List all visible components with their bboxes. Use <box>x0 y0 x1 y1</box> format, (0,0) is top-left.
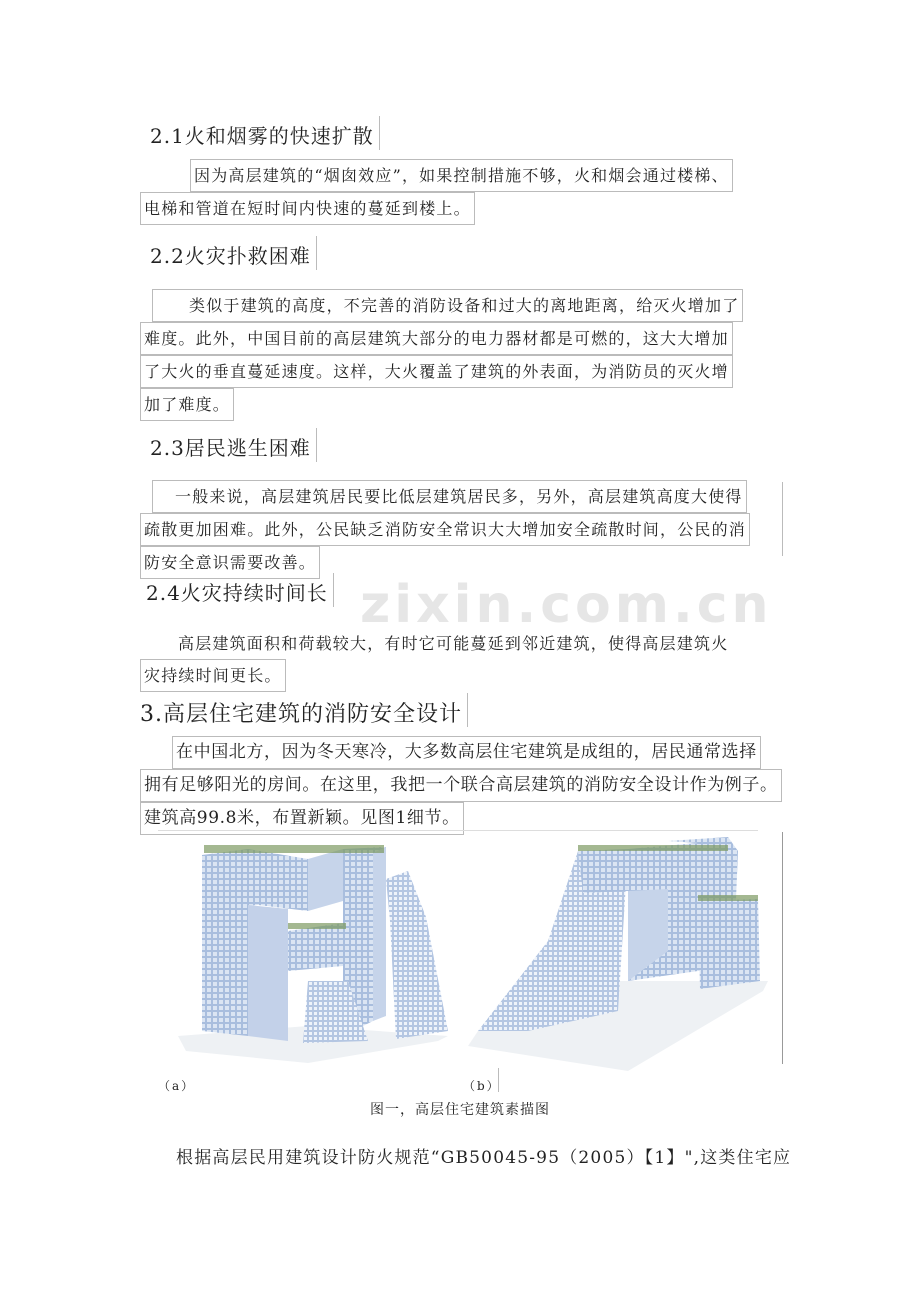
heading-3 <box>140 697 462 728</box>
paragraph-line: 一般来说，高层建筑居民要比低层建筑居民多，另外，高层建筑高度大使得 <box>140 480 750 513</box>
figure-caption: 图一，高层住宅建筑素描图 <box>370 1102 550 1118</box>
building-a <box>178 845 448 1063</box>
divider <box>379 116 380 150</box>
figure-label-b: （b） <box>463 1079 501 1093</box>
paragraph-line: 难度。此外，中国目前的高层建筑大部分的电力器材都是可燃的，这大大增加 <box>140 322 743 355</box>
building-b <box>468 837 768 1071</box>
heading-2-3 <box>150 432 311 461</box>
heading-2-1-text: 2.1火和烟雾的快速扩散 <box>150 124 374 148</box>
paragraph-line: 拥有足够阳光的房间。在这里，我把一个联合高层建筑的消防安全设计作为例子。 <box>140 769 782 802</box>
divider <box>467 693 468 727</box>
paragraph-line: 防安全意识需要改善。 <box>140 546 750 579</box>
divider <box>782 482 783 556</box>
paragraph-2-3 <box>140 480 750 579</box>
heading-2-1 <box>150 120 374 149</box>
heading-2-3-text: 2.3居民逃生困难 <box>150 436 311 460</box>
heading-2-4 <box>146 577 328 606</box>
divider <box>316 236 317 270</box>
paragraph-line: 高层建筑面积和荷载较大，有时它可能蔓延到邻近建筑，使得高层建筑火 <box>178 634 729 653</box>
paragraph-3 <box>140 736 782 835</box>
heading-2-2 <box>150 240 311 269</box>
paragraph-2-1 <box>140 159 733 225</box>
figure <box>158 830 758 1093</box>
paragraph-2-2 <box>140 289 743 421</box>
heading-2-2-text: 2.2火灾扑救困难 <box>150 244 311 268</box>
paragraph-line: 疏散更加困难。此外，公民缺乏消防安全常识大大增加安全疏散时间，公民的消 <box>140 513 750 546</box>
paragraph-line: 了大火的垂直蔓延速度。这样，大火覆盖了建筑的外表面，为消防员的灭火增 <box>140 355 743 388</box>
heading-3-text: 3.高层住宅建筑的消防安全设计 <box>140 702 462 727</box>
watermark: zixin.com.cn <box>360 575 773 635</box>
paragraph-line: 电梯和管道在短时间内快速的蔓延到楼上。 <box>140 192 733 225</box>
building-sketch-image <box>158 831 778 1071</box>
divider <box>782 832 783 1064</box>
paragraph-line: 类似于建筑的高度，不完善的消防设备和过大的离地距离，给灭火增加了 <box>140 289 743 322</box>
divider <box>316 428 317 462</box>
paragraph-line: 在中国北方，因为冬天寒冷，大多数高层住宅建筑是成组的，居民通常选择 <box>140 736 782 769</box>
paragraph-2-4 <box>140 628 728 692</box>
figure-label-a: （a） <box>158 1079 196 1093</box>
divider <box>333 573 334 607</box>
paragraph-line: 加了难度。 <box>140 388 743 421</box>
divider <box>498 1068 499 1092</box>
heading-2-4-text: 2.4火灾持续时间长 <box>146 581 328 605</box>
paragraph-line: 因为高层建筑的“烟囱效应”，如果控制措施不够，火和烟会通过楼梯、 <box>140 159 733 192</box>
paragraph-line: 建筑高99.8米，布置新颖。见图1细节。 <box>140 802 782 835</box>
paragraph-last: 根据高层民用建筑设计防火规范“GB50045-95（2005）【1】",这类住宅应 <box>176 1148 792 1168</box>
paragraph-line: 灾持续时间更长。 <box>140 659 728 692</box>
